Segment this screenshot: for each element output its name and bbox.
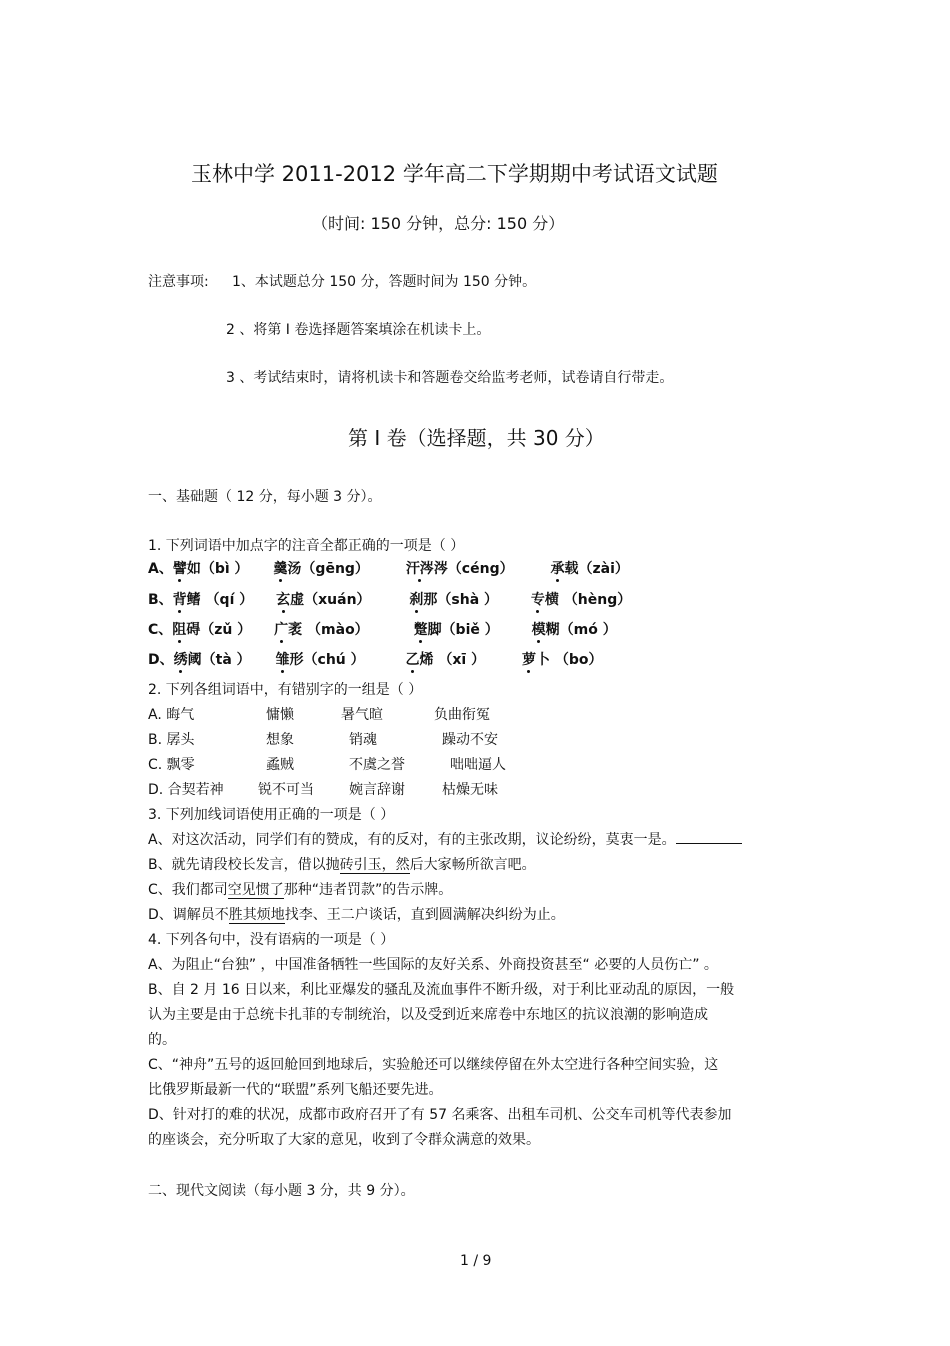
exam-time-info: （时间: 150 分钟，总分: 150 分） [312,214,565,233]
pinyin: 鳍 （qí ） [186,592,254,608]
dotted-char: 广 [274,619,288,639]
dotted-char: 玄 [276,589,290,609]
dotted-char: 羹 [273,558,287,578]
q4-line: C、“神舟”五号的返回舱回到地球后，实验舱还可以继续停留在外太空进行各种空间实验，这 [148,1057,719,1073]
dotted-char: 蹩 [414,619,428,639]
q2-option-c-4: 咄咄逼人 [450,757,506,773]
q1-stem: 1. 下列词语中加点字的注音全都正确的一项是（ ） [148,538,465,554]
pinyin: 烯 （xī ） [419,652,486,668]
option-letter: A、 [148,561,173,577]
exam-title: 玉林中学 2011-2012 学年高二下学期期中考试语文试题 [191,162,718,186]
part2-heading: 二、现代文阅读（每小题 3 分，共 9 分）。 [148,1183,415,1199]
pinyin: 那（shà ） [423,592,499,608]
dotted-char: 绣 [174,649,188,669]
option-text: 那种“违者罚款”的告示牌。 [283,882,453,898]
option-text: 找李、王二户谈话，直到圆满解决纠纷为止。 [284,907,565,923]
dotted-char: 阻 [172,619,186,639]
q4-line: D、针对打的难的状况，成都市政府召开了有 57 名乘客、出租车司机、公交车司机等代表参加 [148,1107,732,1123]
underline-blank [676,831,742,844]
dotted-char: 承 [550,558,564,578]
pinyin: 脚（biě ） [427,622,499,638]
pinyin: 碍（zǔ ） [186,622,252,638]
q3-option-b [148,854,536,874]
underlined-phrase: 砖引玉，然 [339,857,410,873]
q2-stem: 2. 下列各组词语中，有错别字的一组是（ ） [148,682,423,698]
underlined-phrase: 空见惯了 [227,882,284,898]
q4-line: 认为主要是由于总统卡扎菲的专制统治，以及受到近来席卷中东地区的抗议浪潮的影响造成 [148,1007,708,1023]
pinyin: 横 （hèng） [544,592,632,608]
pinyin: 阈（tà ） [187,652,251,668]
q2-option-d-4: 枯燥无味 [442,782,498,798]
page-number: 1 / 9 [460,1253,492,1269]
q2-option-d-2: 锐不可当 [258,782,314,798]
q2-option-c-3: 不虞之誉 [349,757,405,773]
dotted-char: 专 [531,589,545,609]
section-title: 第 I 卷（选择题，共 30 分） [348,426,605,450]
q4-line: B、自 2 月 16 日以来，利比亚爆发的骚乱及流血事件不断升级，对于利比亚动乱的原因，一般 [148,982,735,998]
option-text: D、调解员不 [148,907,229,923]
option-letter: B、 [148,592,173,608]
note-item-1: 1、本试题总分 150 分，答题时间为 150 分钟。 [232,274,537,290]
part1-heading: 一、基础题（ 12 分，每小题 3 分）。 [148,489,382,505]
pinyin: 涔（céng） [433,561,514,577]
underlined-phrase: 胜其烦地 [228,907,285,923]
note-item-3: 3 、考试结束时，请将机读卡和答题卷交给监考老师，试卷请自行带走。 [226,370,674,386]
q2-option-d-3: 婉言辞谢 [349,782,405,798]
option-text: 后大家畅所欲言吧。 [409,857,536,873]
pinyin: 卜 （bo） [535,652,603,668]
q2-option-c-1: C. 飘零 [148,757,195,773]
q1-option-b [148,589,631,609]
dotted-char: 乙 [406,649,420,669]
pinyin: 汤（gēng） [287,561,369,577]
q4-line: 的。 [148,1032,176,1048]
q3-option-d [148,904,565,924]
q3-option-c [148,879,452,899]
option-text: B、就先请段校长发言，借以抛 [148,857,340,873]
pinyin: 袤 （mào） [288,622,369,638]
dotted-char: 背 [173,589,187,609]
notes-label: 注意事项: [148,274,209,290]
q4-stem: 4. 下列各句中，没有语病的一项是（ ） [148,932,395,948]
q3-stem: 3. 下列加线词语使用正确的一项是（ ） [148,807,395,823]
q2-option-d-1: D. 合契若神 [148,782,224,798]
pinyin: 如（bì ） [186,561,249,577]
pinyin: 虚（xuán） [290,592,371,608]
option-letter: D、 [148,652,174,668]
q2-option-b-2: 想象 [266,732,294,748]
q2-option-a-1: A. 晦气 [148,707,195,723]
dotted-char: 刹 [409,589,423,609]
q2-option-a-4: 负曲衔冤 [434,707,490,723]
note-item-2: 2 、将第 I 卷选择题答案填涂在机读卡上。 [226,322,491,338]
option-text: C、我们都司 [148,882,228,898]
q4-line: 的座谈会，充分听取了大家的意见，收到了令群众满意的效果。 [148,1132,540,1148]
dotted-char: 譬 [173,558,187,578]
option-text: A、对这次活动，同学们有的赞成，有的反对，有的主张改期，议论纷纷，莫衷一是。 [148,832,676,848]
q4-line: A、为阻止“台独” ，中国准备牺牲一些国际的友好关系、外商投资甚至“ 必要的人员伤亡” 。 [148,957,718,973]
q3-option-a [148,829,742,849]
pinyin: 糊（mó ） [545,622,617,638]
q2-option-a-3: 暑气暄 [341,707,383,723]
option-letter: C、 [148,622,173,638]
q1-option-d [148,649,602,669]
pinyin: 形（chú ） [289,652,365,668]
q4-line: 比俄罗斯最新一代的“联盟”系列飞船还要先进。 [148,1082,443,1098]
q2-option-a-2: 慵懒 [266,707,294,723]
q2-option-b-1: B. 孱头 [148,732,195,748]
dotted-char: 模 [532,619,546,639]
pinyin: 载（zài） [564,561,629,577]
q1-option-c [148,619,617,639]
q2-option-c-2: 蟊贼 [266,757,294,773]
dotted-char: 萝 [522,649,536,669]
q2-option-b-3: 销魂 [349,732,377,748]
dotted-char: 汗涔 [406,558,434,578]
dotted-char: 雏 [276,649,290,669]
q1-option-a [148,558,629,578]
q2-option-b-4: 躁动不安 [442,732,498,748]
